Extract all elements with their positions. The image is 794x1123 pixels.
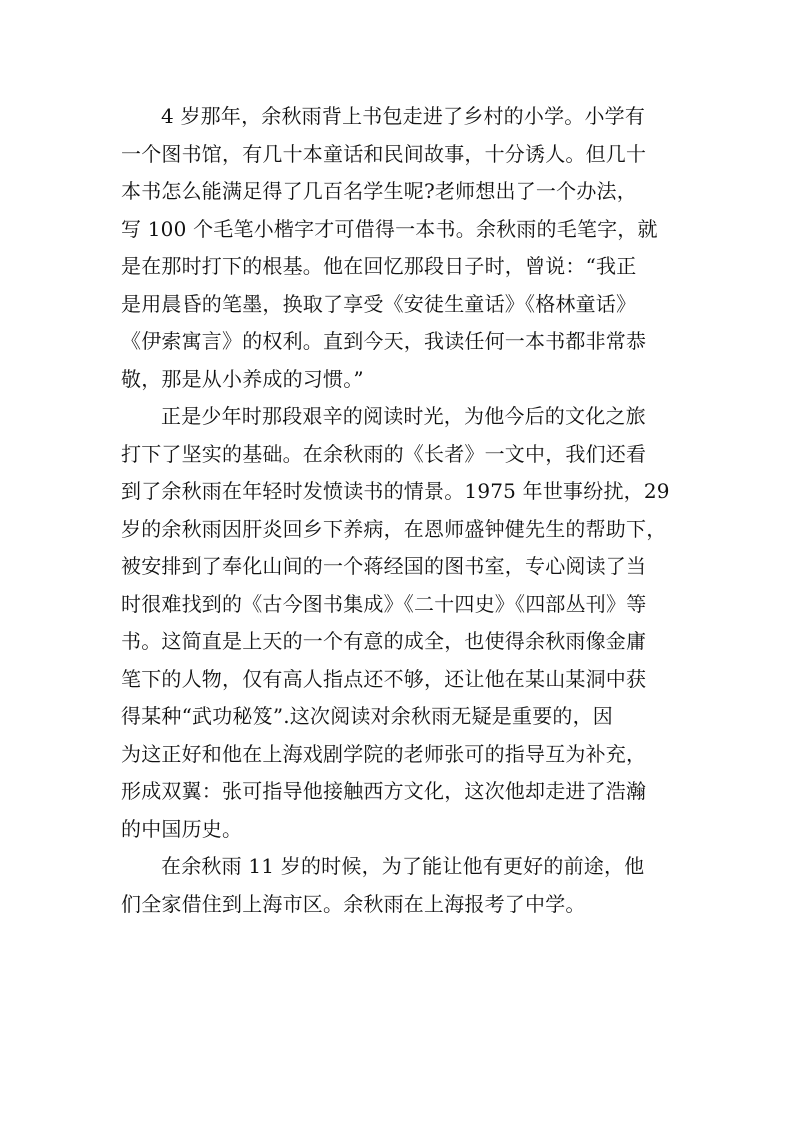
text-line: 本书怎么能满足得了几百名学生呢?老师想出了一个办法，	[121, 179, 637, 203]
text-line: 敬，那是从小养成的习惯。”	[121, 366, 364, 391]
text-line: 一个图书馆，有几十本童话和民间故事，十分诱人。但几十	[121, 141, 647, 166]
text-line: 在余秋雨 11 岁的时候，为了能让他有更好的前途，他	[161, 854, 645, 878]
text-line: 是在那时打下的根基。他在回忆那段日子时，曾说：“我正	[121, 254, 637, 278]
paragraph-3	[121, 848, 681, 923]
text-line: 形成双翼：张可指导他接触西方文化，这次他却走进了浩瀚	[121, 779, 647, 803]
document-page	[121, 98, 681, 923]
paragraph-1	[121, 98, 681, 398]
text-line: 的中国历史。	[121, 816, 243, 841]
text-line: 们全家借住到上海市区。余秋雨在上海报考了中学。	[121, 891, 586, 916]
text-line: 岁的余秋雨因肝炎回乡下养病，在恩师盛钟健先生的帮助下，	[121, 516, 667, 541]
text-line: 为这正好和他在上海戏剧学院的老师张可的指导互为补充，	[121, 741, 647, 766]
text-line: 得某种“武功秘笈”.这次阅读对余秋雨无疑是重要的，因	[121, 704, 614, 728]
text-line: 正是少年时那段艰辛的阅读时光，为他今后的文化之旅	[161, 404, 646, 428]
text-line: 《伊索寓言》的权利。直到今天，我读任何一本书都非常恭	[121, 329, 647, 353]
paragraph-2	[121, 398, 681, 848]
text-line: 4 岁那年，余秋雨背上书包走进了乡村的小学。小学有	[161, 104, 646, 128]
text-line: 被安排到了奉化山间的一个蒋经国的图书室，专心阅读了当	[121, 554, 647, 578]
text-line: 时很难找到的《古今图书集成》《二十四史》《四部丛刊》等	[121, 591, 647, 616]
text-line: 打下了坚实的基础。在余秋雨的《长者》一文中，我们还看	[121, 441, 647, 466]
text-line: 是用晨昏的笔墨，换取了享受《安徒生童话》《格林童话》	[121, 291, 637, 316]
text-line: 书。这简直是上天的一个有意的成全，也使得余秋雨像金庸	[121, 629, 647, 653]
text-line: 笔下的人物，仅有高人指点还不够，还让他在某山某洞中获	[121, 666, 647, 691]
text-line: 到了余秋雨在年轻时发愤读书的情景。1975 年世事纷扰，29	[121, 479, 670, 503]
text-line: 写 100 个毛笔小楷字才可借得一本书。余秋雨的毛笔字，就	[121, 216, 658, 241]
